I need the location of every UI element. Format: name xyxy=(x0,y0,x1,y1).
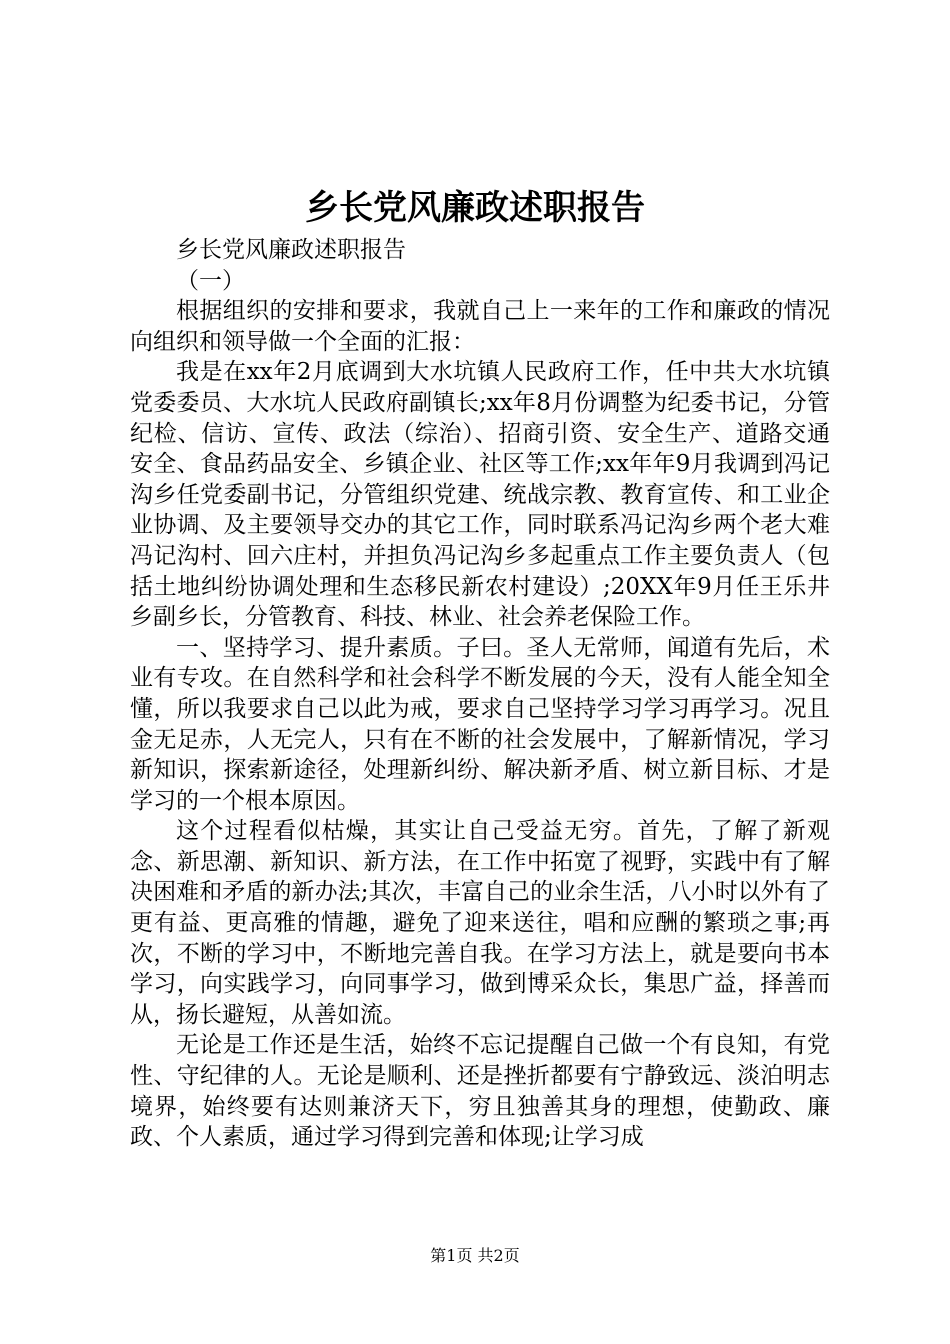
document-title: 乡长党风廉政述职报告 xyxy=(305,188,645,228)
paragraph-intro: 根据组织的安排和要求，我就自己上一来年的工作和廉政的情况向组织和领导做一个全面的汇报： xyxy=(130,298,830,355)
paragraph-subtitle: 乡长党风廉政述职报告 xyxy=(176,237,406,263)
paragraph-section-number: （一） xyxy=(176,267,245,294)
paragraph-study-benefits: 这个过程看似枯燥，其实让自己受益无穷。首先，了解了新观念、新思潮、新知识、新方法，在工作中拓宽了视野，实践中有了解决困难和矛盾的新办法;其次，丰富自己的业余生活，八小时以外有了更有益、更高雅的情趣，避免了迎来送往，唱和应酬的繁琐之事;再次，不断的学习中，不断地完善自我。在学习方法上，就是要向书本学习，向实践学习，向同事学习，做到博采众长，集思广益，择善而从，扬长避短，从善如流。 xyxy=(130,818,830,1028)
paragraph-work-history: 我是在xx年2月底调到大水坑镇人民政府工作，任中共大水坑镇党委委员、大水坑人民政府副镇长;xx年8月份调整为纪委书记，分管纪检、信访、宣传、政法（综治）、招商引资、安全生产、道路交通安全、食品药品安全、乡镇企业、社区等工作;xx年年9月我调到冯记沟乡任党委副书记，分管组织党建、统战宗教、教育宣传、和工业企业协调、及主要领导交办的其它工作，同时联系冯记沟乡两个老大难冯记沟村、回六庄村，并担负冯记沟乡多起重点工作主要负责人（包括土地纠纷协调处理和生态移民新农村建设）;20XX年9月任王乐井乡副乡长，分管教育、科技、林业、社会养老保险工作。 xyxy=(130,359,830,631)
document-body xyxy=(130,235,830,1153)
paragraph-conscience: 无论是工作还是生活，始终不忘记提醒自己做一个有良知，有党性、守纪律的人。无论是顺利、还是挫折都要有宁静致远、淡泊明志境界，始终要有达则兼济天下，穷且独善其身的理想，使勤政、廉政、个人素质，通过学习得到完善和体现;让学习成 xyxy=(130,1032,830,1151)
paragraph-study: 一、坚持学习、提升素质。子曰。圣人无常师，闻道有先后，术业有专攻。在自然科学和社会科学不断发展的今天，没有人能全知全懂，所以我要求自己以此为戒，要求自己坚持学习学习再学习。况且金无足赤，人无完人，只有在不断的社会发展中，了解新情况，学习新知识，探索新途径，处理新纠纷、解决新矛盾、树立新目标、才是学习的一个根本原因。 xyxy=(130,634,830,814)
page-number-footer: 第1页 共2页 xyxy=(430,1246,520,1265)
